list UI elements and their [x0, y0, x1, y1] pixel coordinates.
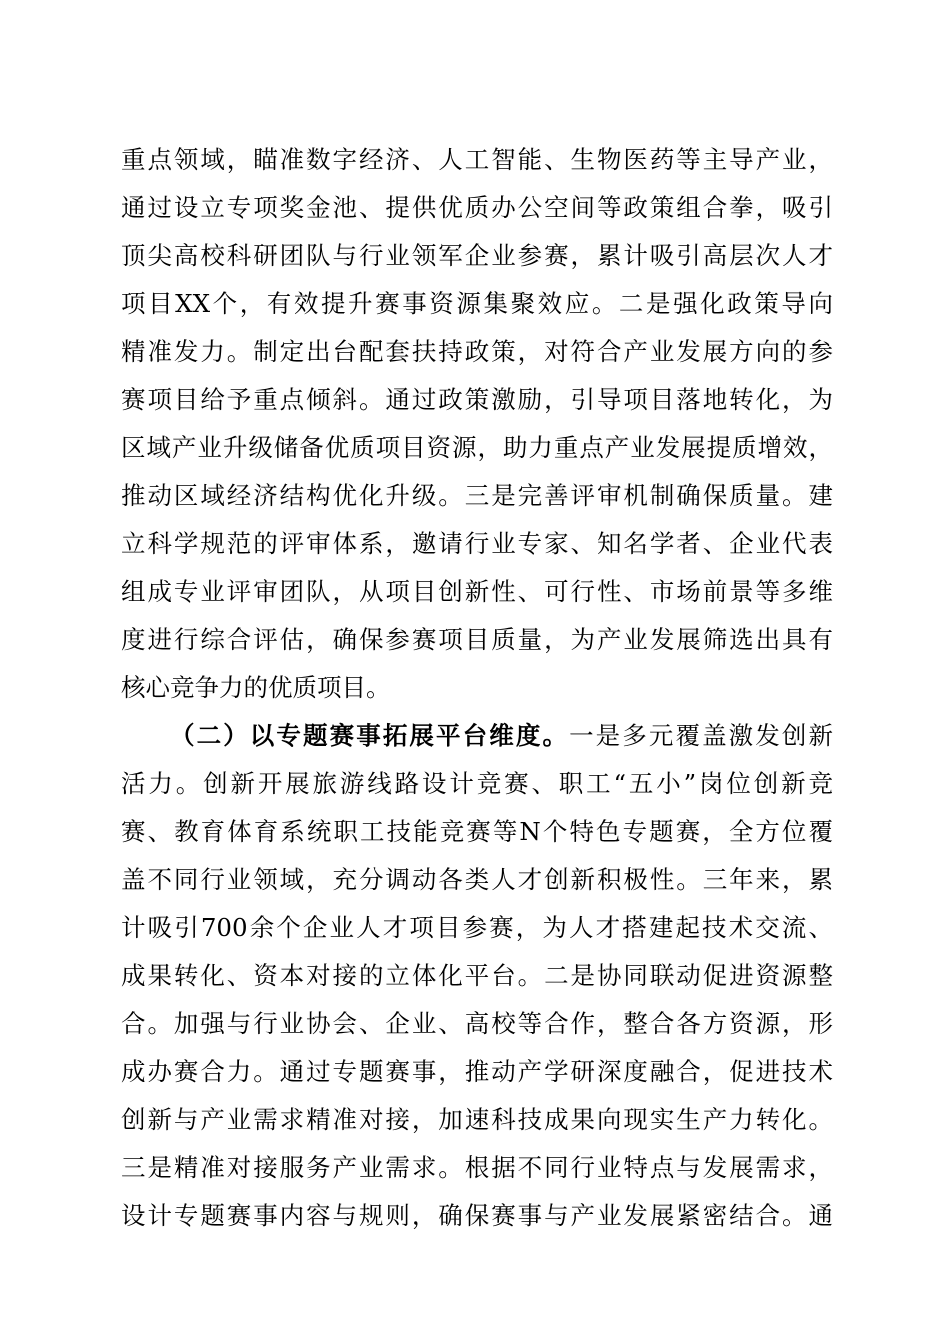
text-line: 赛项目给予重点倾斜。通过政策激励，引导项目落地转化，为 [121, 385, 833, 414]
text-line: 活力。创新开展旅游线路设计竞赛、职工“五小”岗位创新竞 [121, 769, 833, 798]
text-line: 计吸引700余个企业人才项目参赛，为人才搭建起技术交流、 [121, 913, 833, 942]
text-line: 核心竞争力的优质项目。 [121, 673, 391, 702]
heading-line-text: 一是多元覆盖激发创新 [569, 721, 833, 750]
text-line: 推动区域经济结构优化升级。三是完善评审机制确保质量。建 [121, 481, 833, 510]
text-line: 成果转化、资本对接的立体化平台。二是协同联动促进资源整 [121, 961, 833, 990]
text-line: 合。加强与行业协会、企业、高校等合作，整合各方资源，形 [121, 1009, 833, 1038]
section-heading-line [170, 712, 833, 760]
text-line: 顶尖高校科研团队与行业领军企业参赛，累计吸引高层次人才 [121, 241, 833, 270]
text-line: 成办赛合力。通过专题赛事，推动产学研深度融合，促进技术 [121, 1057, 833, 1086]
text-line: 赛、教育体育系统职工技能竞赛等N个特色专题赛，全方位覆 [121, 817, 833, 846]
text-line: 度进行综合评估，确保参赛项目质量，为产业发展筛选出具有 [121, 625, 833, 654]
text-line: 项目XX个，有效提升赛事资源集聚效应。二是强化政策导向 [121, 289, 833, 318]
text-line: 精准发力。制定出台配套扶持政策，对符合产业发展方向的参 [121, 337, 833, 366]
text-line: 盖不同行业领域，充分调动各类人才创新积极性。三年来，累 [121, 865, 833, 894]
text-line: 三是精准对接服务产业需求。根据不同行业特点与发展需求， [121, 1153, 833, 1182]
section-heading: （二）以专题赛事拓展平台维度。 [170, 721, 570, 750]
text-line: 重点领域，瞄准数字经济、人工智能、生物医药等主导产业， [121, 145, 833, 174]
text-line: 通过设立专项奖金池、提供优质办公空间等政策组合拳，吸引 [121, 193, 833, 222]
text-line: 组成专业评审团队，从项目创新性、可行性、市场前景等多维 [121, 577, 833, 606]
text-line: 区域产业升级储备优质项目资源，助力重点产业发展提质增效， [121, 433, 833, 462]
text-line: 立科学规范的评审体系，邀请行业专家、知名学者、企业代表 [121, 529, 833, 558]
text-line: 设计专题赛事内容与规则，确保赛事与产业发展紧密结合。通 [121, 1201, 833, 1230]
text-line: 创新与产业需求精准对接，加速科技成果向现实生产力转化。 [121, 1105, 833, 1134]
